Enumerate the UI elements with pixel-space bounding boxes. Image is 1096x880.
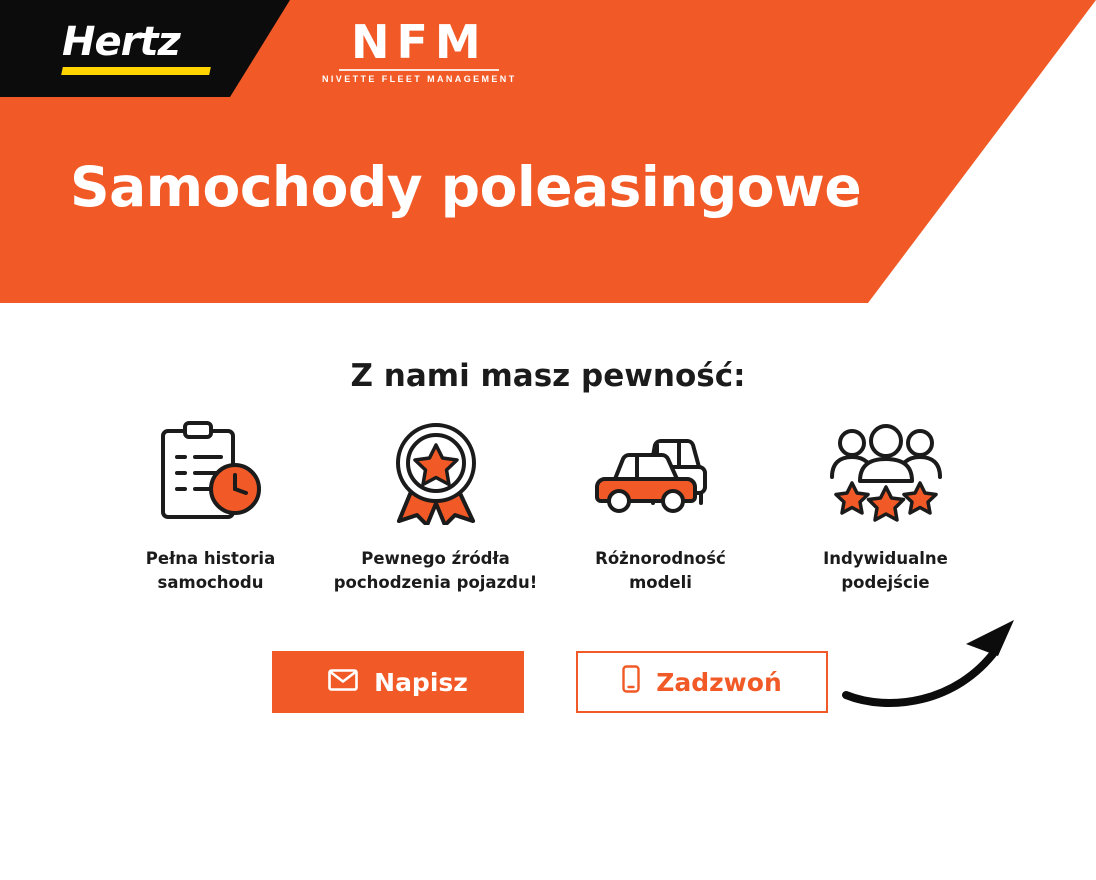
section-headline: Z nami masz pewność:	[350, 358, 746, 394]
hertz-logo	[62, 21, 210, 75]
feature-label-line2: modeli	[629, 573, 692, 592]
feature-label-line2: podejście	[841, 573, 930, 592]
feature-item	[773, 420, 998, 595]
feature-item	[323, 420, 548, 595]
feature-label	[146, 547, 275, 595]
feature-list	[98, 420, 998, 595]
people-stars-icon	[826, 420, 946, 525]
feature-label	[334, 547, 538, 595]
hertz-logo-text: Hertz	[62, 19, 180, 65]
nfm-logo-divider	[339, 69, 499, 71]
call-button-label: Zadzwoń	[656, 667, 782, 697]
feature-label-line2: samochodu	[157, 573, 264, 592]
nfm-logo-text: NFM	[350, 15, 488, 69]
write-button-label: Napisz	[374, 667, 468, 697]
envelope-icon	[328, 668, 358, 697]
award-rosette-icon	[383, 420, 489, 525]
feature-label-line1: Różnorodność	[595, 549, 726, 568]
cta-button-group	[272, 651, 828, 713]
cars-icon	[591, 420, 731, 525]
write-button[interactable]	[272, 651, 524, 713]
feature-label	[595, 547, 726, 595]
nfm-logo-subtitle: NIVETTE FLEET MANAGEMENT	[322, 74, 517, 84]
curved-arrow-icon	[838, 612, 1028, 717]
call-button[interactable]	[576, 651, 828, 713]
page-title: Samochody poleasingowe	[70, 155, 862, 219]
feature-label-line1: Indywidualne	[823, 549, 948, 568]
clipboard-clock-icon	[151, 420, 271, 525]
feature-label-line1: Pełna historia	[145, 549, 276, 568]
mobile-phone-icon	[622, 665, 640, 699]
feature-label-line2: pochodzenia pojazdu!	[333, 573, 538, 592]
feature-label-line1: Pewnego źródła	[361, 549, 510, 568]
nfm-logo	[322, 15, 517, 84]
hertz-underline	[61, 67, 211, 75]
feature-label	[823, 547, 948, 595]
feature-item	[548, 420, 773, 595]
feature-item	[98, 420, 323, 595]
